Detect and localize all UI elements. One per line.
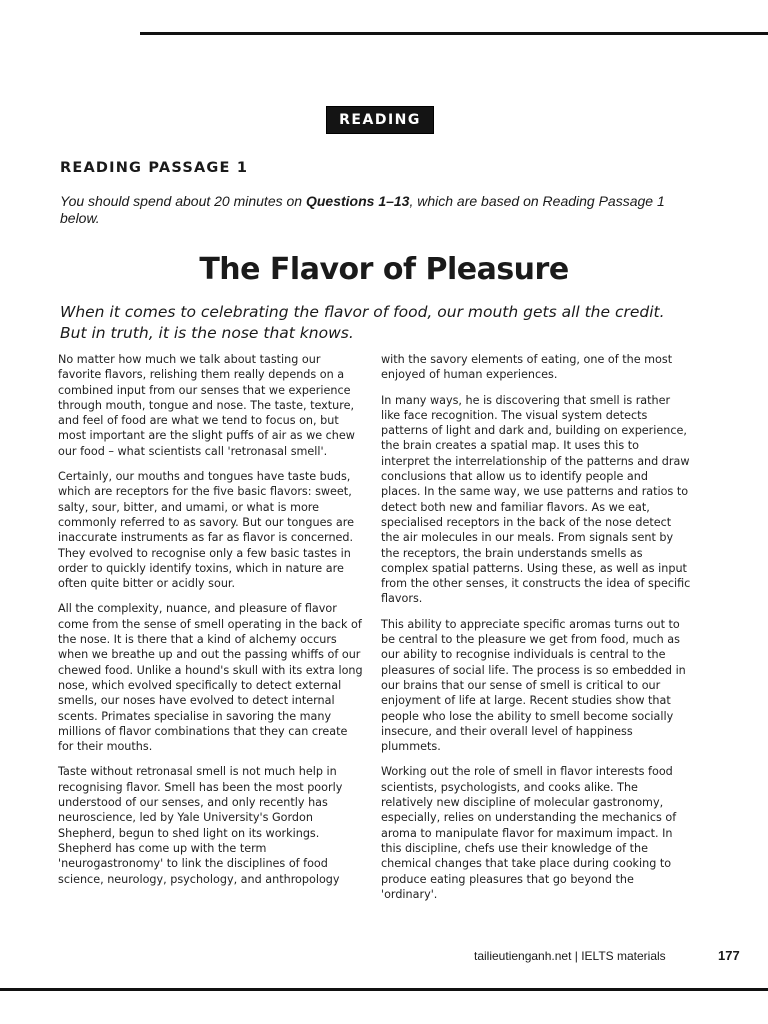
paragraph: Certainly, our mouths and tongues have taste buds, which are receptors for the five basic flavors: sweet, salty, sour, bitter, and umami, or what is more commonly referred to as savory. But our tongues are inaccurate instruments as far as flavor is concerned. They evolved to recognise only a few basic tastes in order to quickly identify toxins, which in nature are often quite bitter or acidly sour. [58, 470, 354, 591]
paragraph: This ability to appreciate specific aromas turns out to be central to the pleasure we get from food, much as our ability to recognise individuals is central to the pleasures of social life. The process is so embedded in our brains that our sense of smell is critical to our enjoyment of life at large. Recent studies show that people who lose the ability to smell become socially insecure, and their overall level of happiness plummets. [381, 617, 686, 754]
right-column [381, 352, 691, 912]
instructions-text: You should spend about 20 minutes on [60, 193, 306, 209]
top-rule [140, 32, 768, 35]
footer-source: tailieutienganh.net | IELTS materials [474, 949, 666, 963]
instructions [60, 193, 680, 227]
page-number: 177 [718, 948, 740, 963]
instructions-questions: Questions 1–13 [305, 193, 410, 209]
bottom-rule [0, 988, 768, 991]
article-standfirst [60, 302, 700, 344]
paragraph: In many ways, he is discovering that smell is rather like face recognition. The visual system detects patterns of light and dark and, building on experience, the brain creates a spatial map. It uses this to interpret the interrelationship of the patterns and draw conclusions that allow us to identify people and places. In the same way, we use patterns and ratios to detect both new and familiar flavors. As we eat, specialised receptors in the back of the nose detect the air molecules in our meals. From signals sent by the receptors, the brain understands smells as complex spatial patterns. Using these, as well as input from the other senses, it constructs the idea of specific flavors. [381, 393, 691, 606]
paragraph: Taste without retronasal smell is not much help in recognising flavor. Smell has been the most poorly understood of our senses, and only recently has neuroscience, led by Yale University's Gordon Shepherd, begun to shed light on its workings. Shepherd has come up with the term 'neurogastronomy' to link the disciplines of food science, neurology, psychology, and anthropology [58, 765, 343, 886]
standfirst-line: But in truth, it is the nose that knows. [60, 324, 354, 342]
paragraph: Working out the role of smell in flavor interests food scientists, psychologists, and cooks alike. The relatively new discipline of molecular gastronomy, especially, relies on understanding the mechanics of aroma to manipulate flavor for maximum impact. In this discipline, chefs use their knowledge of the chemical changes that take place during cooking to produce eating pleasures that go beyond the 'ordinary'. [381, 765, 677, 901]
instructions-text-end: , which are based on Reading Passage 1 below. [60, 193, 665, 226]
article-title: The Flavor of Pleasure [199, 252, 569, 287]
paragraph: No matter how much we talk about tasting our favorite flavors, relishing them really depends on a combined input from our senses that we experience through mouth, tongue and nose. The taste, texture, and feel of food are what we tend to focus on, but most important are the slight puffs of air as we chew our food – what scientists call 'retronasal smell'. [58, 353, 355, 458]
section-badge: READING [326, 106, 434, 134]
paragraph: All the complexity, nuance, and pleasure of flavor come from the sense of smell operating in the back of the nose. It is there that a kind of alchemy occurs when we breathe up and out the passing whiffs of our chewed food. Unlike a hound's skull with its extra long nose, which evolved specifically to detect external smells, our noses have evolved to detect internal scents. Primates specialise in savoring the many millions of flavor combinations that they can create for their mouths. [58, 602, 363, 754]
standfirst-line: When it comes to celebrating the flavor of food, our mouth gets all the credit. [60, 303, 665, 321]
left-column [58, 352, 365, 897]
passage-label: READING PASSAGE 1 [60, 160, 249, 176]
paragraph: with the savory elements of eating, one of the most enjoyed of human experiences. [381, 353, 673, 382]
